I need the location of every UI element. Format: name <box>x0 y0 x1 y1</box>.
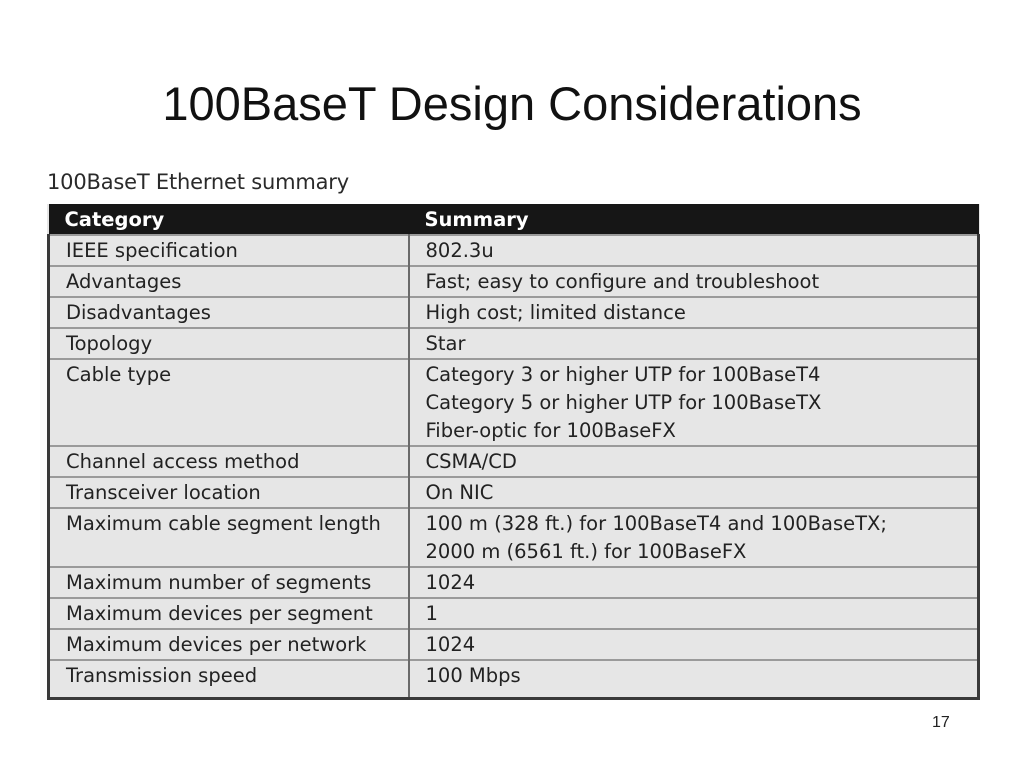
table-header-row <box>49 204 979 235</box>
summary-line: 100 Mbps <box>425 664 521 687</box>
summary-line: On NIC <box>425 481 494 504</box>
row-category: Cable type <box>49 359 409 446</box>
row-summary <box>409 508 979 567</box>
summary-line: 802.3u <box>425 239 494 262</box>
summary-line: 1024 <box>425 633 476 656</box>
table-row <box>49 328 979 359</box>
summary-line: High cost; limited distance <box>425 301 686 324</box>
table-caption: 100BaseT Ethernet summary <box>47 170 349 194</box>
table-row <box>49 235 979 266</box>
table-row <box>49 660 979 698</box>
row-category: Channel access method <box>49 446 409 477</box>
summary-line: Fiber-optic for 100BaseFX <box>425 419 676 442</box>
row-summary <box>409 598 979 629</box>
table-row <box>49 598 979 629</box>
row-summary <box>409 567 979 598</box>
row-summary <box>409 328 979 359</box>
row-category: Transmission speed <box>49 660 409 698</box>
column-header-summary: Summary <box>409 204 979 235</box>
row-category: Transceiver location <box>49 477 409 508</box>
column-header-category: Category <box>49 204 409 235</box>
row-summary <box>409 477 979 508</box>
row-summary <box>409 629 979 660</box>
row-category: Advantages <box>49 266 409 297</box>
summary-table <box>47 204 980 700</box>
row-category: Maximum cable segment length <box>49 508 409 567</box>
summary-line: Category 3 or higher UTP for 100BaseT4 <box>425 363 821 386</box>
row-category: Maximum devices per segment <box>49 598 409 629</box>
row-category: Topology <box>49 328 409 359</box>
row-category: Disadvantages <box>49 297 409 328</box>
row-summary <box>409 446 979 477</box>
summary-line: Fast; easy to configure and troubleshoot <box>425 270 820 293</box>
row-summary <box>409 235 979 266</box>
row-summary <box>409 359 979 446</box>
table-row <box>49 508 979 567</box>
table-row <box>49 266 979 297</box>
table-row <box>49 477 979 508</box>
summary-line: 2000 m (6561 ft.) for 100BaseFX <box>425 540 747 563</box>
table-row <box>49 567 979 598</box>
page-number: 17 <box>932 714 950 731</box>
table-row <box>49 297 979 328</box>
table-row <box>49 359 979 446</box>
row-category: Maximum number of segments <box>49 567 409 598</box>
summary-line: 1 <box>425 602 438 625</box>
table-body <box>49 235 979 698</box>
row-summary <box>409 660 979 698</box>
row-category: Maximum devices per network <box>49 629 409 660</box>
table-row <box>49 629 979 660</box>
summary-line: Category 5 or higher UTP for 100BaseTX <box>425 391 822 414</box>
row-category: IEEE specification <box>49 235 409 266</box>
summary-line: 1024 <box>425 571 476 594</box>
slide-title: 100BaseT Design Considerations <box>162 77 862 130</box>
summary-line: 100 m (328 ft.) for 100BaseT4 and 100BaseTX; <box>425 512 887 535</box>
summary-line: Star <box>425 332 466 355</box>
row-summary <box>409 266 979 297</box>
row-summary <box>409 297 979 328</box>
summary-line: CSMA/CD <box>425 450 517 473</box>
table-row <box>49 446 979 477</box>
